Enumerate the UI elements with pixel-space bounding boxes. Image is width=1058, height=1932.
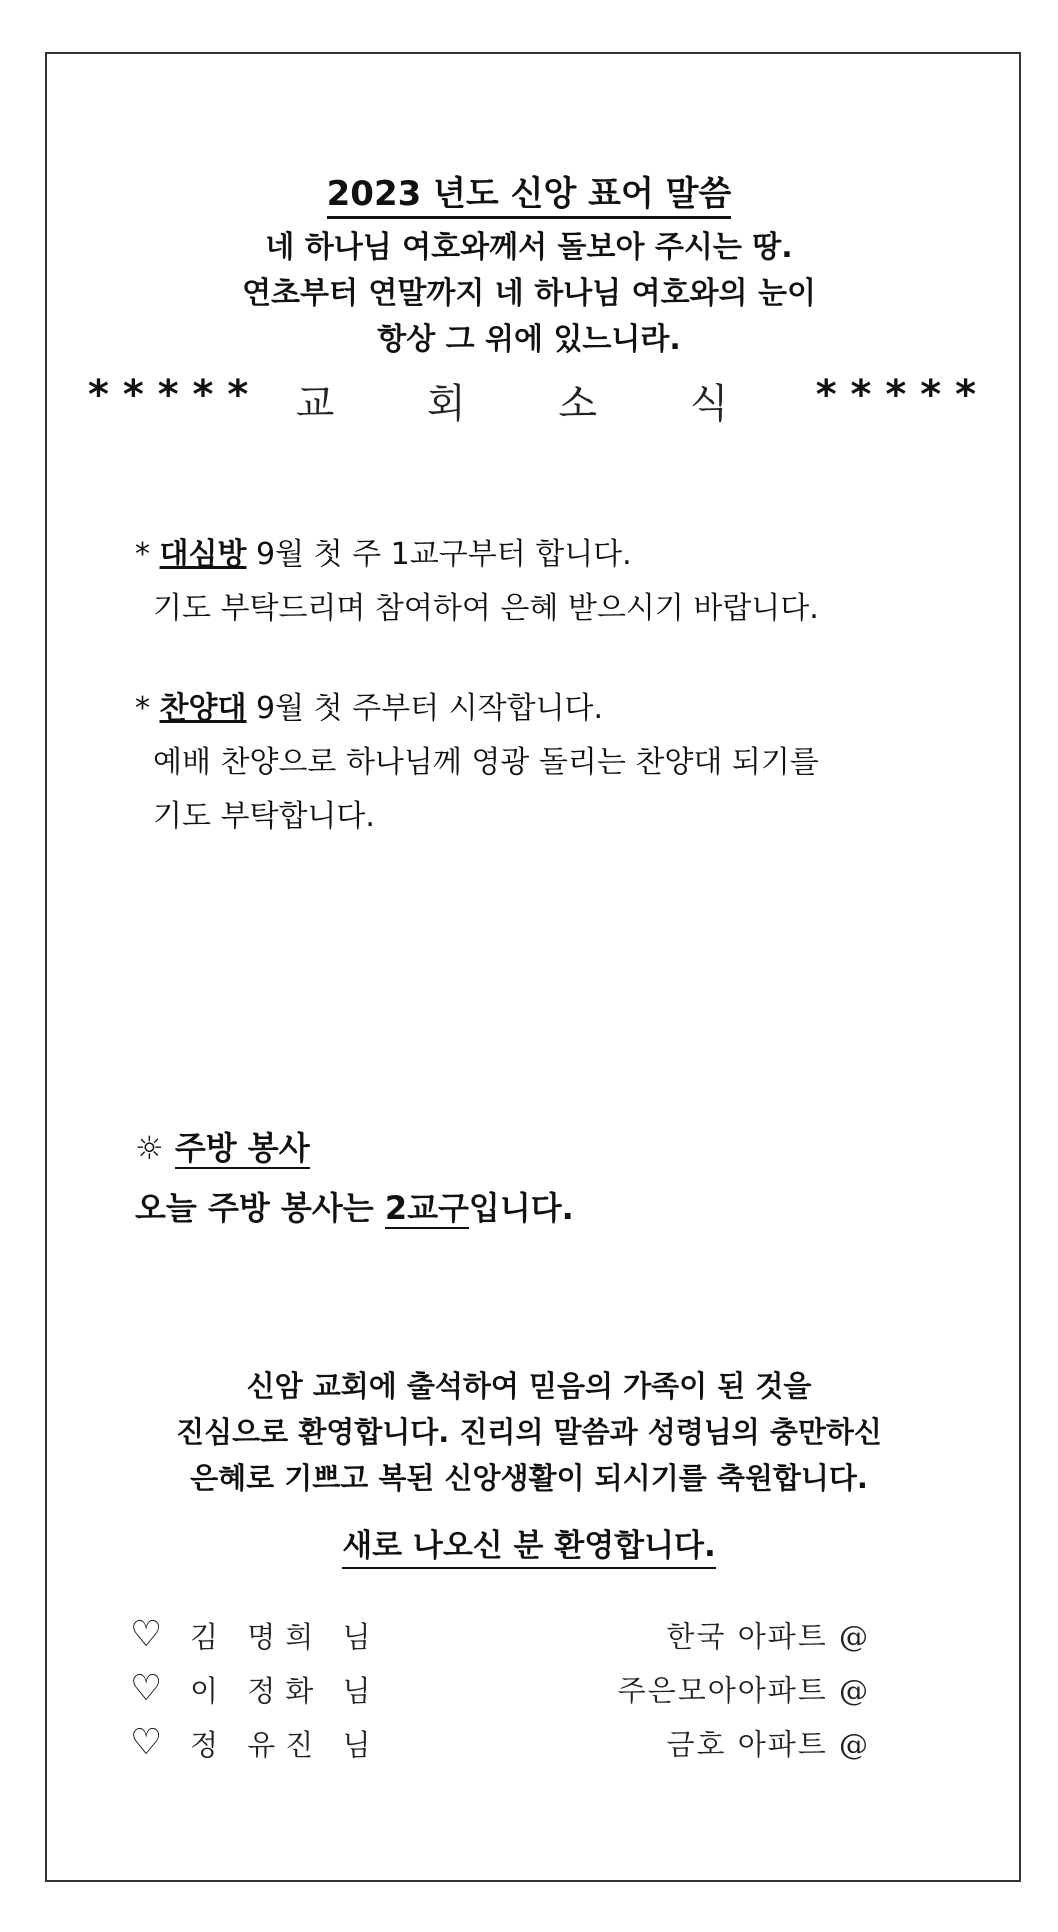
news-item-choir (135, 682, 819, 844)
news-body-line: 기도 부탁합니다. (153, 799, 375, 834)
heading-stars-right: * * * * * (815, 372, 976, 418)
verse-title: 2023 년도 신앙 표어 말씀 (0, 166, 1058, 215)
news-keyword: 찬양대 (159, 691, 247, 726)
verse-line-1: 네 하나님 여호와께서 돌보아 주시는 땅. (265, 230, 793, 265)
news-item-visitation (135, 528, 819, 636)
welcome-line-3: 은혜로 기쁘고 복된 신앙생활이 되시기를 축원합니다. (190, 1461, 868, 1495)
verse-line-2: 연초부터 연말까지 네 하나님 여호와의 눈이 (242, 276, 816, 311)
kitchen-line-after: 입니다. (468, 1189, 574, 1227)
newcomer-address: 주은모아아파트 @ (617, 1673, 870, 1708)
church-news-heading (88, 372, 976, 429)
news-body-line: 예배 찬양으로 하나님께 영광 돌리는 찬양대 되기를 (153, 745, 819, 780)
kitchen-service-block (135, 1118, 574, 1238)
newcomer-row (130, 1662, 870, 1716)
welcome-title: 새로 나오신 분 환영합니다. (0, 1520, 1058, 1565)
sun-icon: ☼ (135, 1129, 164, 1167)
newcomer-name: 정 유진 님 (190, 1727, 381, 1762)
heart-icon: ♡ (130, 1614, 163, 1655)
welcome-line-2: 진심으로 환영합니다. 진리의 말씀과 성령님의 충만하신 (176, 1415, 882, 1449)
newcomer-address: 한국 아파트 @ (666, 1619, 870, 1654)
heart-icon: ♡ (130, 1722, 163, 1763)
news-keyword: 대심방 (159, 537, 247, 572)
news-body-line: 기도 부탁드리며 참여하여 은혜 받으시기 바랍니다. (153, 591, 819, 626)
news-bullet: * (135, 537, 150, 572)
kitchen-line (135, 1178, 574, 1238)
newcomer-name: 이 정화 님 (190, 1673, 381, 1708)
newcomer-list (130, 1608, 870, 1770)
newcomer-name: 김 명희 님 (190, 1619, 381, 1654)
heading-stars-left: * * * * * (88, 372, 249, 418)
kitchen-highlight: 2교구 (384, 1189, 469, 1227)
news-headline-text: 9월 첫 주 1교구부터 합니다. (246, 537, 632, 572)
news-bullet: * (135, 691, 150, 726)
welcome-line-1: 신암 교회에 출석하여 믿음의 가족이 된 것을 (246, 1369, 812, 1403)
news-headline (135, 528, 819, 582)
newcomer-row (130, 1716, 870, 1770)
kitchen-title: 주방 봉사 (174, 1129, 310, 1167)
heading-title: 교 회 소 식 (295, 381, 769, 427)
newcomer-address: 금호 아파트 @ (666, 1727, 870, 1762)
news-headline (135, 682, 819, 736)
kitchen-heading (135, 1118, 574, 1178)
news-headline-text: 9월 첫 주부터 시작합니다. (246, 691, 604, 726)
heart-icon: ♡ (130, 1668, 163, 1709)
newcomer-row (130, 1608, 870, 1662)
kitchen-line-before: 오늘 주방 봉사는 (135, 1189, 385, 1227)
verse-line-3: 항상 그 위에 있느니라. (377, 322, 681, 357)
